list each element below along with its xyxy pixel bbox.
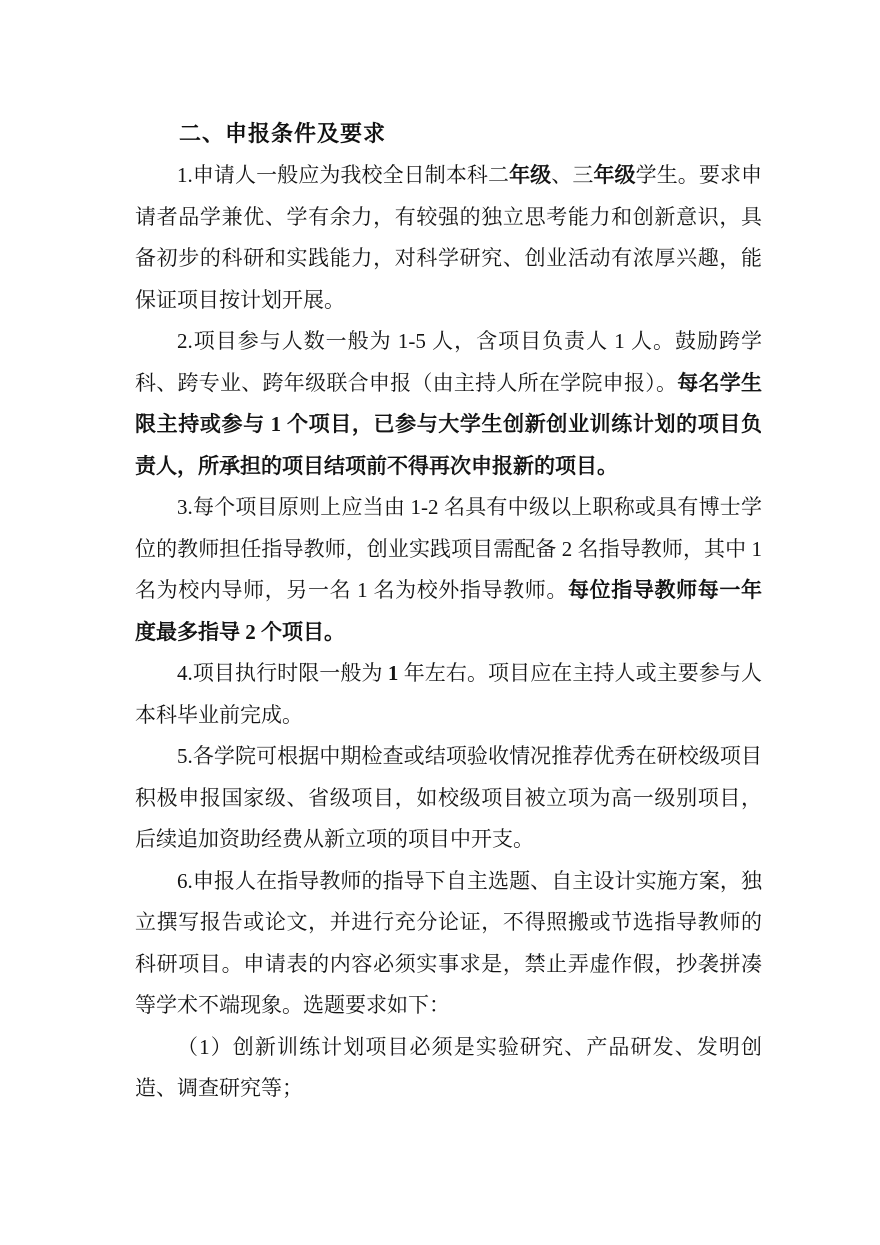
text-run: 年级 xyxy=(593,163,636,187)
text-run: 学生。要求申请者品学兼优、学有余力，有较强的独立思考能力和创新意识，具备初步的科研和实践能力，对科学研究、创业活动有浓厚兴趣，能保证项目按计划开展。 xyxy=(135,163,763,312)
text-run: 年左右。项目应在主持人或主要参与人本科毕业前完成。 xyxy=(135,661,763,727)
document-body xyxy=(135,155,762,1110)
paragraph xyxy=(135,653,762,736)
text-run: 年级 xyxy=(509,163,552,187)
text-run: （1）创新训练计划项目必须是实验研究、产品研发、发明创造、调查研究等； xyxy=(135,1034,762,1100)
text-run: 2.项目参与人数一般为 1-5 人，含项目负责人 1 人。鼓励跨学科、跨专业、跨年级联合申报（由主持人所在学院申报）。 xyxy=(135,329,762,395)
text-run: 6.申报人在指导教师的指导下自主选题、自主设计实施方案，独立撰写报告或论文，并进行充分论证，不得照搬或节选指导教师的科研项目。申请表的内容必须实事求是，禁止弄虚作假，抄袭拼凑等学术不端现象。选题要求如下： xyxy=(135,868,762,1017)
paragraph xyxy=(135,861,762,1027)
document-content xyxy=(135,113,762,1110)
text-run: 3.每个项目原则上应当由 1-2 名具有中级以上职称或具有博士学位的教师担任指导教师，创业实践项目需配备 2 名指导教师，其中 1 名为校内导师，另一名 1 名为校外指导教师。 xyxy=(135,495,762,602)
paragraph xyxy=(135,1027,762,1110)
text-run: 4.项目执行时限一般为 xyxy=(177,661,388,685)
text-run: 5.各学院可根据中期检查或结项验收情况推荐优秀在研校级项目积极申报国家级、省级项目，如校级项目被立项为高一级别项目，后续追加资助经费从新立项的项目中开支。 xyxy=(135,744,762,851)
text-run: 每位指导教师每一年度最多指导 2 个项目。 xyxy=(135,578,763,644)
text-run: 、三 xyxy=(551,163,594,187)
paragraph xyxy=(135,155,762,321)
text-run: 1.申请人一般应为我校全日制本科二 xyxy=(177,163,510,187)
paragraph xyxy=(135,321,762,487)
text-run: 每名学生限主持或参与 1 个项目，已参与大学生创新创业训练计划的项目负责人，所承担的项目结项前不得再次申报新的项目。 xyxy=(135,370,763,478)
section-heading: 二、申报条件及要求 xyxy=(179,121,387,146)
text-run: 1 xyxy=(387,661,399,685)
paragraph xyxy=(135,736,762,861)
paragraph xyxy=(135,487,762,653)
